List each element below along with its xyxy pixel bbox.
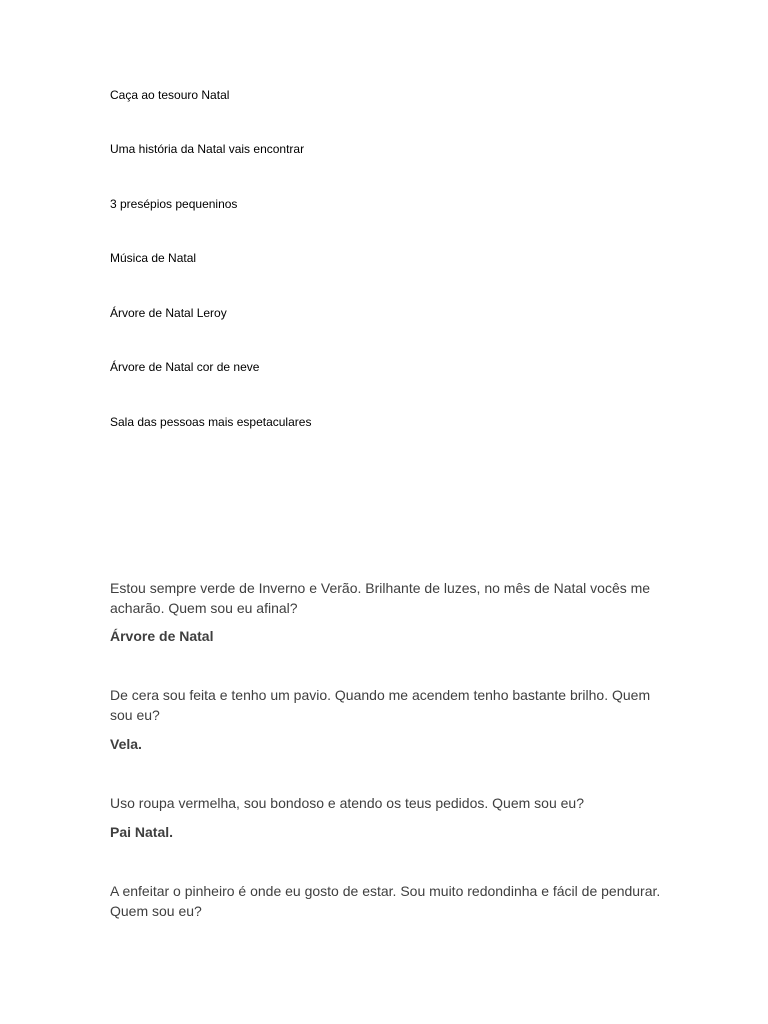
riddle-answer: Árvore de Natal xyxy=(110,628,214,644)
riddle-question: De cera sou feita e tenho um pavio. Quando me acendem tenho bastante brilho. Quem sou eu? xyxy=(110,687,651,723)
list-item: Música de Natal xyxy=(110,251,197,265)
list-item: Árvore de Natal Leroy xyxy=(110,306,227,320)
riddle-question: A enfeitar o pinheiro é onde eu gosto de estar. Sou muito redondinha e fácil de pendurar. Quem sou eu? xyxy=(110,883,661,919)
riddle-question: Estou sempre verde de Inverno e Verão. Brilhante de luzes, no mês de Natal vocês me acharão. Quem sou eu afinal? xyxy=(110,580,651,616)
riddle-question: Uso roupa vermelha, sou bondoso e atendo os teus pedidos. Quem sou eu? xyxy=(110,795,584,811)
list-item: Sala das pessoas mais espetaculares xyxy=(110,415,312,429)
riddle-answer: Vela. xyxy=(110,736,142,752)
list-item: Caça ao tesouro Natal xyxy=(110,88,230,102)
list-item: Uma história da Natal vais encontrar xyxy=(110,142,305,156)
list-item: 3 presépios pequeninos xyxy=(110,197,238,211)
riddle-answer: Pai Natal. xyxy=(110,824,174,840)
list-item: Árvore de Natal cor de neve xyxy=(110,360,260,374)
